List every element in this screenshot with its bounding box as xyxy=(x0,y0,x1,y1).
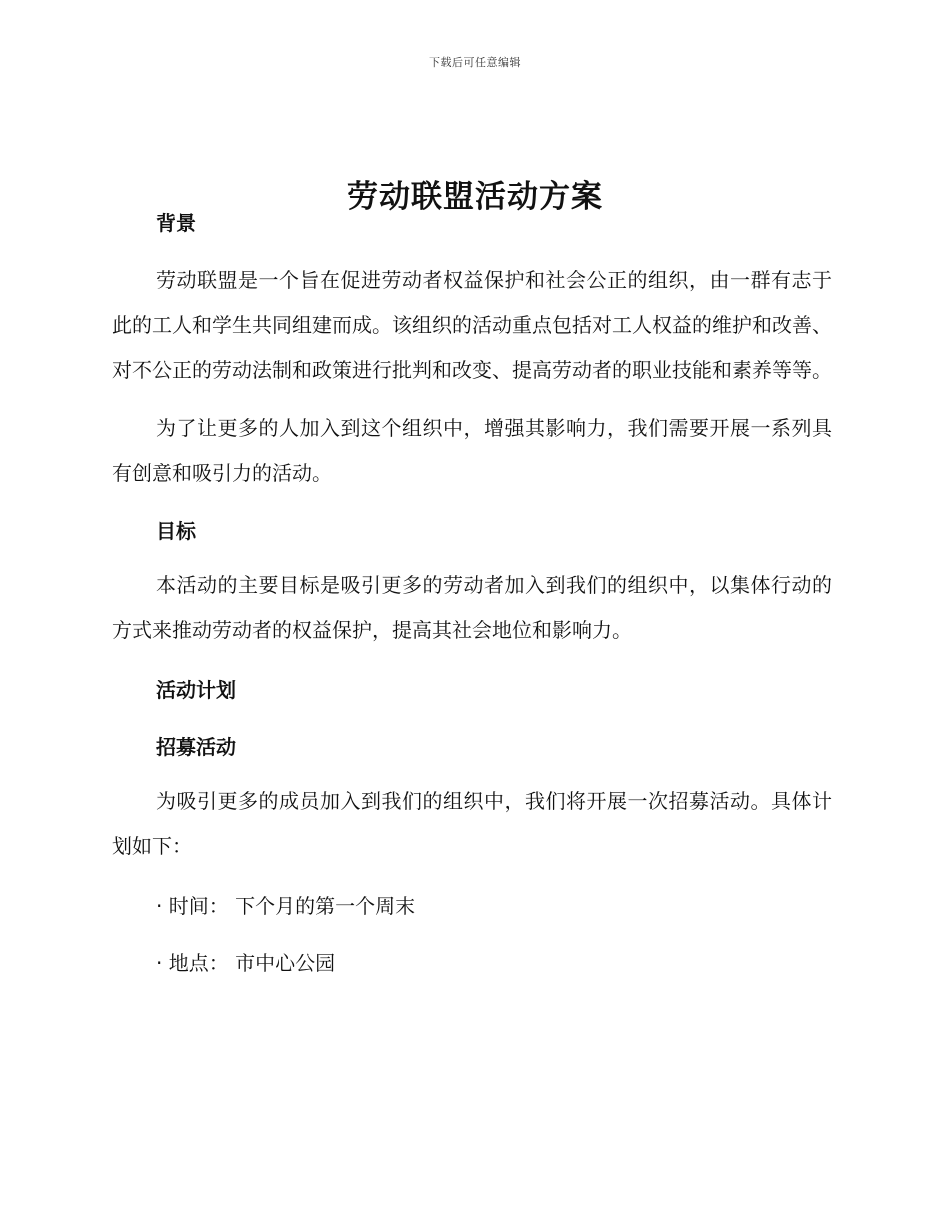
document-body xyxy=(112,205,832,981)
section-heading-goal: 目标 xyxy=(156,519,196,543)
document-title: 劳动联盟活动方案 xyxy=(347,178,603,215)
bullet-item-time: · 时间： 下个月的第一个周末 xyxy=(156,894,416,918)
page-header-note: 下载后可任意编辑 xyxy=(429,56,521,69)
bullet-item-place: · 地点： 市中心公园 xyxy=(156,951,336,975)
paragraph-background-2: 为了让更多的人加入到这个组织中，增强其影响力，我们需要开展一系列具有创意和吸引力的活动。 xyxy=(112,416,832,485)
paragraph-background-1: 劳动联盟是一个旨在促进劳动者权益保护和社会公正的组织，由一群有志于此的工人和学生共同组建而成。该组织的活动重点包括对工人权益的维护和改善、对不公正的劳动法制和政策进行批判和改变、提高劳动者的职业技能和素养等等。 xyxy=(112,268,832,382)
section-heading-background: 背景 xyxy=(156,211,196,235)
section-heading-plan: 活动计划 xyxy=(156,678,236,702)
paragraph-recruit: 为吸引更多的成员加入到我们的组织中，我们将开展一次招募活动。具体计划如下： xyxy=(112,789,832,858)
subsection-heading-recruit: 招募活动 xyxy=(156,735,236,759)
paragraph-goal: 本活动的主要目标是吸引更多的劳动者加入到我们的组织中，以集体行动的方式来推动劳动者的权益保护，提高其社会地位和影响力。 xyxy=(112,573,832,642)
